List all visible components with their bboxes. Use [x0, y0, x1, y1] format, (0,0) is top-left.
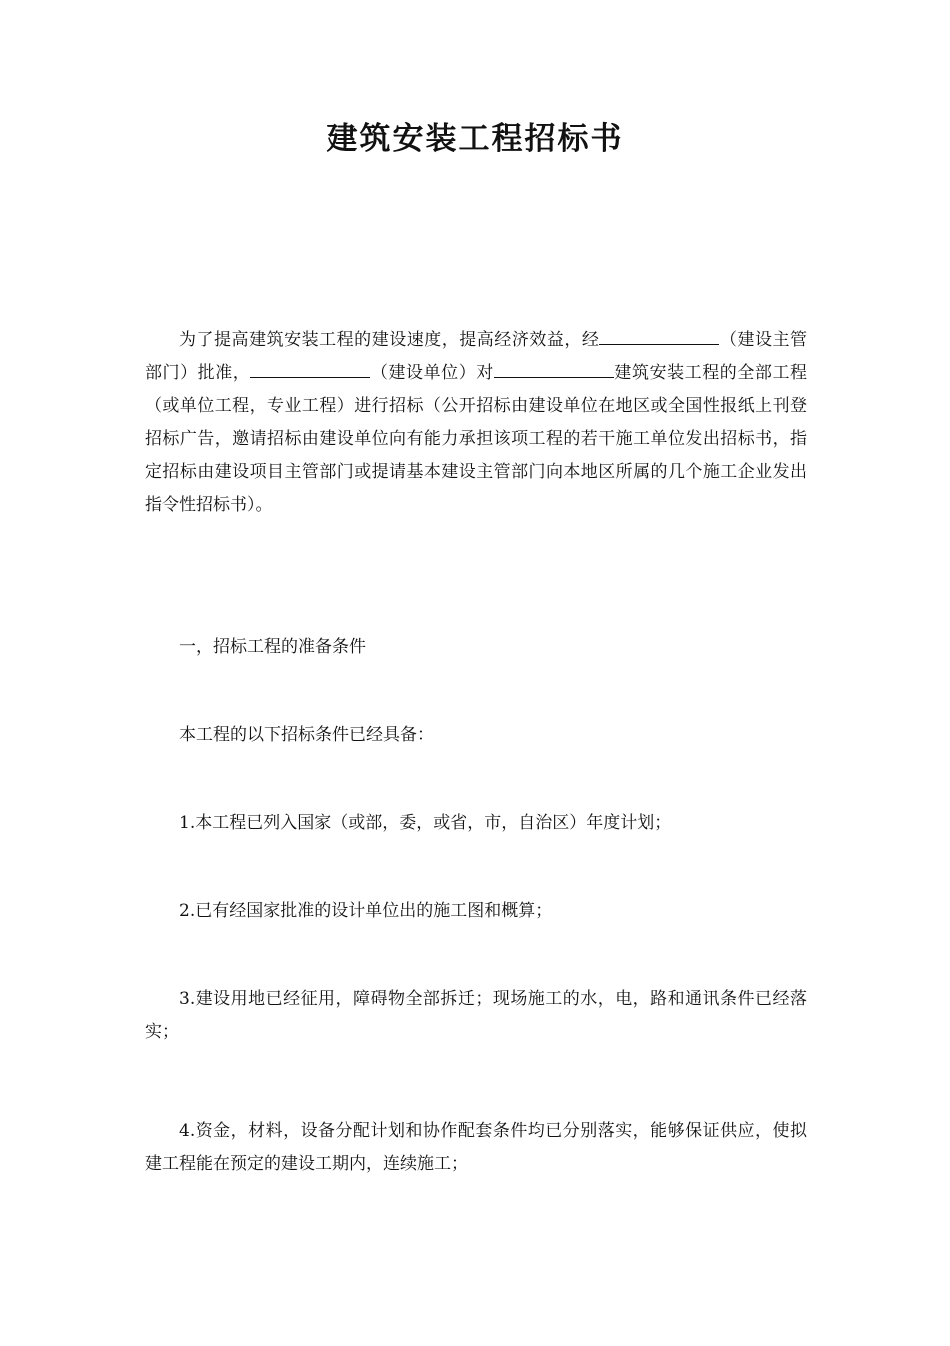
conditions-intro: 本工程的以下招标条件已经具备：: [179, 725, 434, 745]
intro-text-3: （建设单位）对: [370, 363, 494, 383]
item-1-block: [145, 807, 807, 840]
intro-text-1: 为了提高建筑安装工程的建设速度，提高经济效益，经: [179, 330, 600, 350]
condition-item-4: 4.资金，材料，设备分配计划和协作配套条件均已分别落实，能够保证供应，使拟建工程能在预定的建设工期内，连续施工；: [145, 1121, 807, 1174]
document-title: 建筑安装工程招标书: [326, 121, 624, 157]
condition-item-1: 1.本工程已列入国家（或部，委，或省，市，自治区）年度计划；: [179, 813, 672, 833]
blank-approving-department: [599, 326, 719, 345]
intro-block: [145, 324, 807, 522]
item-4-block: [145, 1115, 807, 1181]
item-2-block: [145, 895, 807, 928]
section-heading-block: [145, 631, 807, 664]
item-3-block: [145, 983, 807, 1049]
blank-project-name: [494, 359, 614, 378]
intro-text-2: （建设主管部门）批准，: [145, 330, 808, 383]
condition-item-2: 2.已有经国家批准的设计单位出的施工图和概算；: [179, 901, 553, 921]
intro-text-4: 建筑安装工程的全部工程（或单位工程，专业工程）进行招标（公开招标由建设单位在地区或全国性报纸上刊登招标广告，邀请招标由建设单位向有能力承担该项工程的若干施工单位发出招标书，指定招标由建设项目主管部门或提请基本建设主管部门向本地区所属的几个施工企业发出指令性招标书）。: [145, 363, 808, 515]
condition-item-3: 3.建设用地已经征用，障碍物全部拆迁；现场施工的水，电，路和通讯条件已经落实；: [145, 989, 807, 1042]
blank-construction-unit: [250, 359, 370, 378]
section1-heading: 一，招标工程的准备条件: [179, 637, 366, 657]
intro-paragraph: [145, 324, 807, 522]
conditions-intro-block: [145, 719, 807, 752]
